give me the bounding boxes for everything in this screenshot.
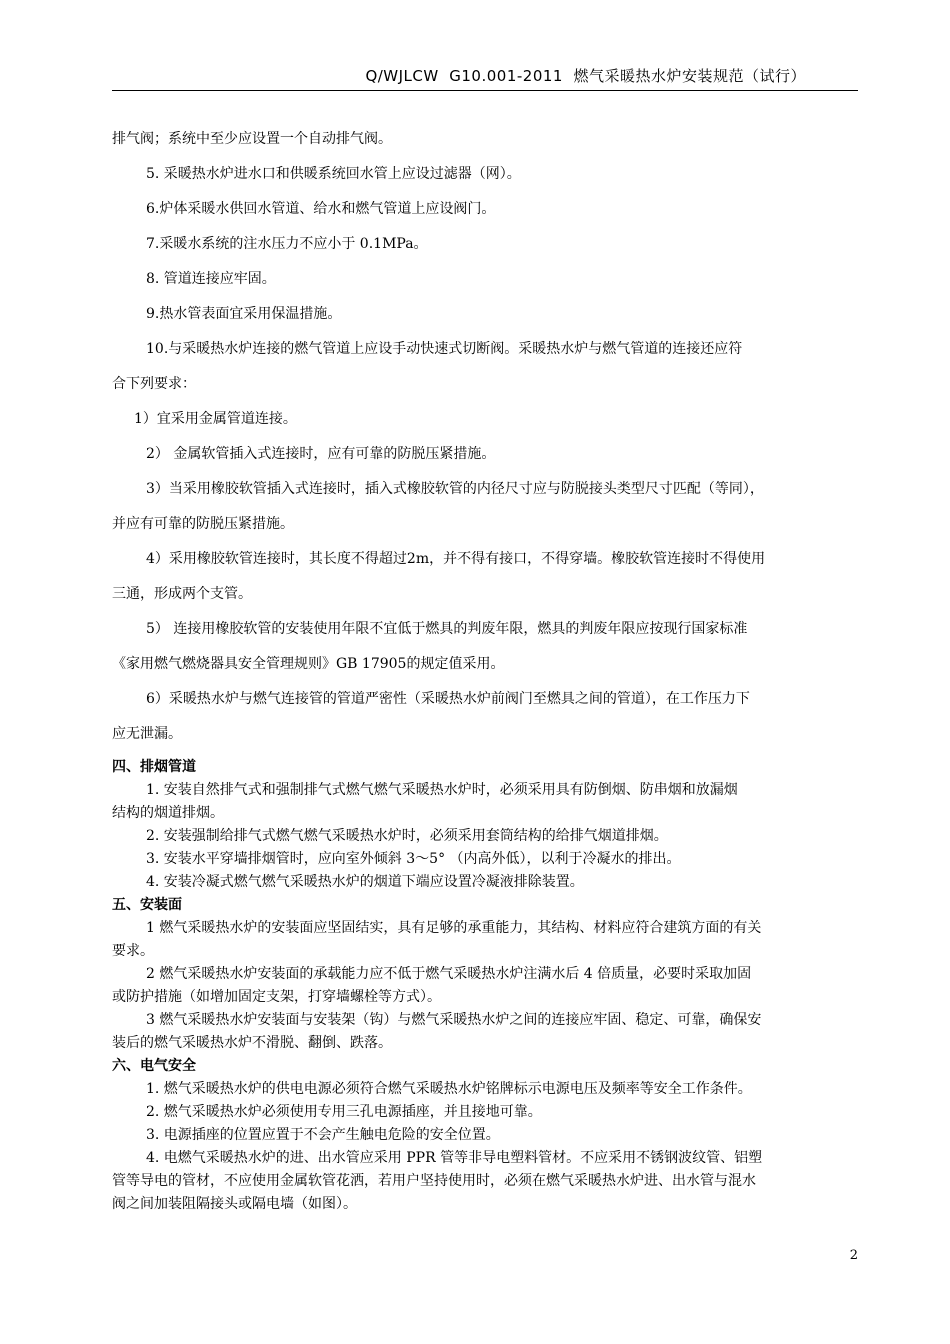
list-item: 1）宜采用金属管道连接。 (134, 411, 297, 427)
list-item: 3）当采用橡胶软管插入式连接时，插入式橡胶软管的内径尺寸应与防脱接头类型尺寸匹配（等同）， (146, 481, 764, 497)
paragraph-line: 阀之间加装阻隔接头或隔电墙（如图）。 (112, 1196, 357, 1212)
section-heading-smoke-pipe: 四、排烟管道 (112, 759, 196, 775)
list-item: 1 燃气采暖热水炉的安装面应坚固结实，具有足够的承重能力，其结构、材料应符合建筑方面的有关 (146, 920, 762, 936)
list-item: 4. 电燃气采暖热水炉的进、出水管应采用 PPR 管等非导电塑料管材。不应采用不锈钢波纹管、铝塑 (146, 1150, 763, 1166)
section-heading-electrical-safety: 六、电气安全 (112, 1058, 196, 1074)
section-heading-install-surface: 五、安装面 (112, 897, 182, 913)
paragraph-line: 三通，形成两个支管。 (112, 586, 252, 602)
paragraph-line: 管等导电的管材，不应使用金属软管花洒，若用户坚持使用时，必须在燃气采暖热水炉进、出水管与混水 (112, 1173, 756, 1189)
list-item: 4）采用橡胶软管连接时，其长度不得超过2m，并不得有接口，不得穿墙。橡胶软管连接时不得使用 (146, 551, 766, 567)
list-item: 6）采暖热水炉与燃气连接管的管道严密性（采暖热水炉前阀门至燃具之间的管道），在工作压力下 (146, 691, 750, 707)
header-title: Q/WJLCW G10.001-2011 燃气采暖热水炉安装规范（试行） (365, 67, 806, 85)
paragraph-line: 应无泄漏。 (112, 726, 182, 742)
paragraph-line: 《家用燃气燃烧器具安全管理规则》GB 17905的规定值采用。 (112, 656, 505, 672)
list-item: 2. 燃气采暖热水炉必须使用专用三孔电源插座，并且接地可靠。 (146, 1104, 542, 1120)
page-number: 2 (849, 1248, 858, 1263)
list-item: 2 燃气采暖热水炉安装面的承载能力应不低于燃气采暖热水炉注满水后 4 倍质量，必要时采取加固 (146, 966, 752, 982)
list-item: 5） 连接用橡胶软管的安装使用年限不宜低于燃具的判废年限，燃具的判废年限应按现行国家标准 (146, 621, 748, 637)
list-item: 3. 电源插座的位置应置于不会产生触电危险的安全位置。 (146, 1127, 500, 1143)
list-item: 7.采暖水系统的注水压力不应小于 0.1MPa。 (146, 236, 428, 252)
list-item: 3 燃气采暖热水炉安装面与安装架（钩）与燃气采暖热水炉之间的连接应牢固、稳定、可靠，确保安 (146, 1012, 762, 1028)
list-item: 9.热水管表面宜采用保温措施。 (146, 306, 342, 322)
list-item: 2） 金属软管插入式连接时，应有可靠的防脱压紧措施。 (146, 446, 496, 462)
list-item: 6.炉体采暖水供回水管道、给水和燃气管道上应设阀门。 (146, 201, 496, 217)
paragraph-line: 或防护措施（如增加固定支架，打穿墙螺栓等方式）。 (112, 989, 441, 1005)
paragraph-line: 合下列要求： (112, 376, 196, 392)
list-item: 5. 采暖热水炉进水口和供暖系统回水管上应设过滤器（网）。 (146, 166, 521, 182)
document-body (112, 122, 858, 1216)
page-header (112, 64, 858, 91)
list-item: 1. 安装自然排气式和强制排气式燃气燃气采暖热水炉时，必须采用具有防倒烟、防串烟和放漏烟 (146, 782, 738, 798)
paragraph-line: 并应有可靠的防脱压紧措施。 (112, 516, 294, 532)
paragraph-line: 装后的燃气采暖热水炉不滑脱、翻倒、跌落。 (112, 1035, 392, 1051)
paragraph-line: 结构的烟道排烟。 (112, 805, 224, 821)
list-item: 10.与采暖热水炉连接的燃气管道上应设手动快速式切断阀。采暖热水炉与燃气管道的连接还应符 (146, 341, 743, 357)
list-item: 3. 安装水平穿墙排烟管时，应向室外倾斜 3～5° （内高外低），以利于冷凝水的排出。 (146, 851, 681, 867)
list-item: 1. 燃气采暖热水炉的供电电源必须符合燃气采暖热水炉铭牌标示电源电压及频率等安全工作条件。 (146, 1081, 752, 1097)
list-item: 8. 管道连接应牢固。 (146, 271, 276, 287)
paragraph-line: 要求。 (112, 943, 154, 959)
list-item: 4. 安装冷凝式燃气燃气采暖热水炉的烟道下端应设置冷凝液排除装置。 (146, 874, 584, 890)
list-item: 2. 安装强制给排气式燃气燃气采暖热水炉时，必须采用套筒结构的给排气烟道排烟。 (146, 828, 668, 844)
paragraph-line: 排气阀；系统中至少应设置一个自动排气阀。 (112, 131, 392, 147)
